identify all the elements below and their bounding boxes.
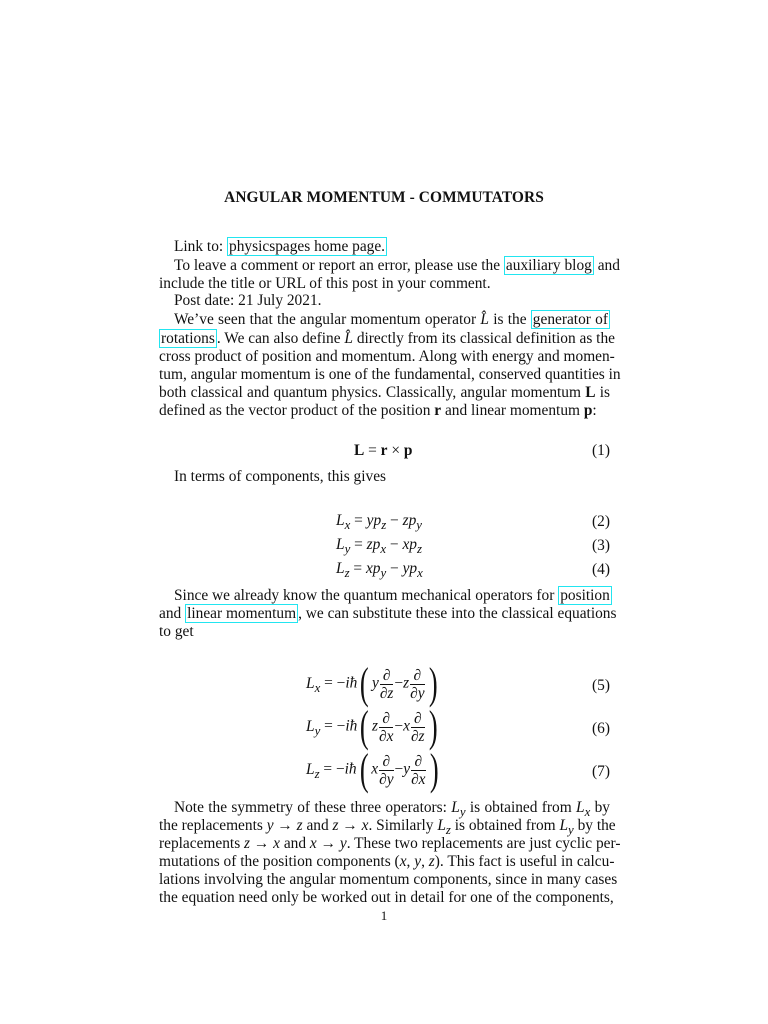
comment-line [174,257,620,275]
para1-line6 [159,402,610,420]
text-span: is [595,384,610,401]
text-span: replacements [159,835,245,852]
text-span: . Similarly [368,817,438,834]
para2-line3: to get [159,623,194,640]
text-span: the replacements [159,817,267,834]
text-span: by [590,799,610,816]
math-p-bold: p [403,442,413,459]
para1-line3: cross product of position and momentum. Along with energy and momen- [159,348,615,365]
home-page-link[interactable]: physicspages home page. [229,238,386,255]
para2-line2 [159,605,617,623]
para1-line2 [159,330,615,348]
components-text: In terms of components, this gives [174,468,387,485]
text-span: by the [573,817,616,834]
text-span: directly from its classical definition as the [352,330,615,347]
math-p-bold: p [583,402,593,419]
text-span: Note the symmetry of these three operators: [174,799,452,816]
text-span: and [302,817,333,834]
para3-line2: the replacements y → z and z → x. Similarly $L_z$ is obtained from $L_y$ by the [159,817,616,838]
math-r-bold: r [434,402,442,419]
equation-number-1: (1) [592,442,610,459]
cross-sign: × [387,442,404,459]
text-span: and linear momentum [441,402,584,419]
equation-3: $L_y = zp_x - xp_z$ [336,536,422,557]
text-span: is the [488,311,531,328]
text-span: . We can also define [216,330,345,347]
page-title: ANGULAR MOMENTUM - COMMUTATORS [224,189,544,206]
para1-line5 [159,384,610,402]
equation-6: $L_y$ = −iħ( z $\frac{\partial}{\partial x}$ −x $\frac{\partial}{\partial z}$ ) [306,702,438,751]
text-span: : [592,402,597,419]
text-span: , we can substitute these into the classical equations [298,605,617,622]
text-span: defined as the vector product of the position [159,402,435,419]
math-L-hat: L̂ [344,330,353,347]
linear-momentum-link[interactable]: linear momentum [187,605,297,622]
auxiliary-blog-link[interactable]: auxiliary blog [505,257,592,274]
equation-number-4: (4) [592,561,610,578]
rotations-link[interactable]: rotations [161,330,215,347]
text-span: . This fact is useful in calcu- [439,853,615,870]
generator-of-rotations-link[interactable]: generator of [532,311,608,328]
post-date: Post date: 21 July 2021. [174,292,322,309]
para1-line1 [174,311,610,329]
equation-5: $L_x$ = −iħ( y $\frac{\partial}{\partial z}$ −z $\frac{\partial}{\partial y}$ ) [306,659,438,708]
equation-number-6: (6) [592,720,610,737]
page-number: 1 [380,908,388,923]
text-span: both classical and quantum physics. Classically, angular momentum [159,384,586,401]
equation-1 [354,442,412,460]
equation-number-7: (7) [592,763,610,780]
link-prefix-text: Link to: [174,238,228,255]
text-span: We’ve seen that the angular momentum operator [174,311,481,328]
equation-7: $L_z$ = −iħ( x $\frac{\partial}{\partial y}$ −y $\frac{\partial}{\partial x}$ ) [306,745,439,794]
comment-line-2: include the title or URL of this post in your comment. [159,275,491,292]
position-link[interactable]: position [560,587,610,604]
para3-line4: mutations of the position components (x, y, z). This fact is useful in calcu- [159,853,615,870]
text-span: is obtained from [450,817,560,834]
math-L-bold: L [354,442,365,459]
para2-line1 [174,587,610,605]
para3-line1: Note the symmetry of these three operators: $L_y$ is obtained from $L_x$ by [174,799,610,820]
math-L-hat: L̂ [480,311,489,328]
equation-number-3: (3) [592,537,610,554]
link-line [174,238,610,256]
para3-line3: replacements z → x and x → y. These two replacements are just cyclic per- [159,835,621,852]
para3-line6: the equation need only be worked out in detail for one of the components, [159,889,614,906]
text-span: and [159,605,186,622]
equation-number-5: (5) [592,677,610,694]
equation-2: $L_x = yp_z - zp_y$ [336,512,422,533]
text-span: mutations of the position components [159,853,395,870]
equals-sign: = [364,442,381,459]
equation-number-2: (2) [592,513,610,530]
math-r-bold: r [380,442,388,459]
para1-line4: tum, angular momentum is one of the fundamental, conserved quantities in [159,366,621,383]
comment-suffix-text: and [593,257,620,274]
text-span: and [279,835,310,852]
text-span: is obtained from [465,799,577,816]
para3-line5: lations involving the angular momentum components, since in many cases [159,871,618,888]
text-span: Since we already know the quantum mechanical operators for [174,587,559,604]
text-span: . These two replacements are just cyclic per- [346,835,621,852]
equation-4: $L_z = xp_y - yp_x$ [336,560,423,581]
comment-prefix-text: To leave a comment or report an error, please use the [174,257,504,274]
math-L-bold: L [585,384,596,401]
